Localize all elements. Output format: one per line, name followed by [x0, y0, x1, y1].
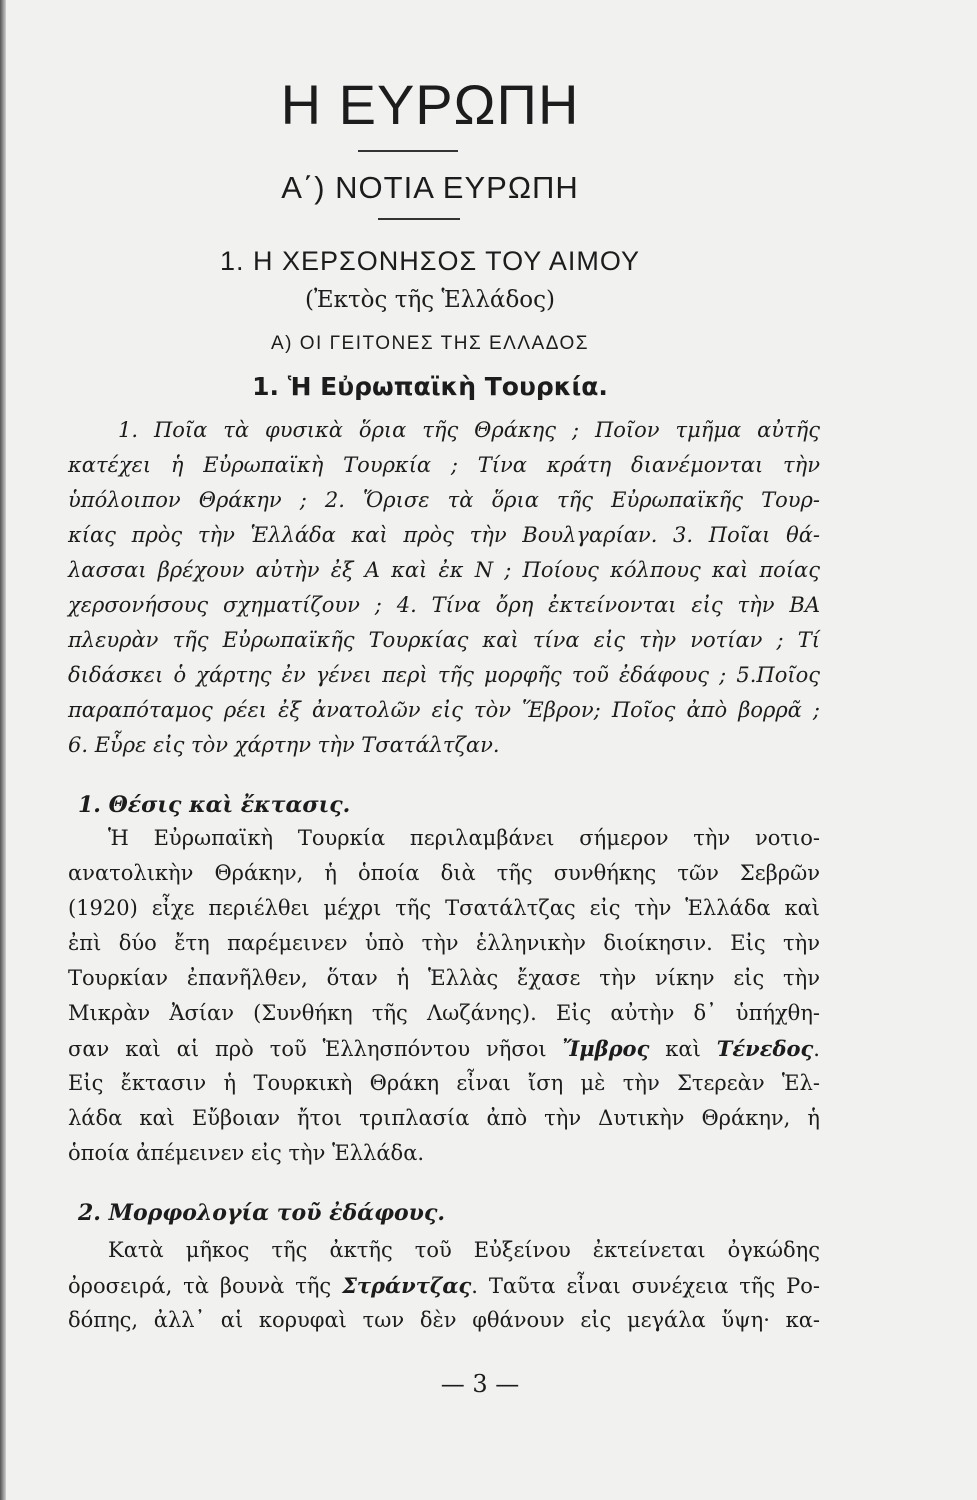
text: ὀροσειρά, τὰ βουνὰ τῆς [68, 1274, 332, 1298]
chapter-heading: 1. Η ΧΕΡΣΟΝΗΣΟΣ ΤΟΥ ΑΙΜΟΥ [220, 246, 640, 276]
body-line: Τουρκίαν ἐπανῆλθεν, ὅταν ἡ Ἑλλὰς ἔχασε τὴν νίκην εἰς τὴν [68, 966, 820, 990]
body-line: (1920) εἶχε περιέλθει μέχρι τῆς Τσατάλτζας εἰς τὴν Ἑλλάδα καὶ [68, 896, 820, 920]
text: σαν καὶ αἱ πρὸ τοῦ Ἑλλησπόντου νῆσοι [68, 1037, 547, 1061]
island-imvros: Ἴμβρος [562, 1036, 650, 1061]
chapter-note: (Ἐκτὸς τῆς Ἑλλάδος) [304, 287, 555, 313]
section-heading: Α) ΟΙ ΓΕΙΤΟΝΕΣ ΤΗΣ ΕΛΛΑΔΟΣ [270, 333, 590, 354]
body-line: Ἡ Εὐρωπαϊκὴ Τουρκία περιλαμβάνει σήμερον τὴν νοτιο- [108, 826, 820, 850]
body-line: λάδα καὶ Εὔβοιαν ἤτοι τριπλασία ἀπὸ τὴν Δυτικὴν Θράκην, ἡ [68, 1106, 820, 1130]
body-line: Μικρὰν Ἀσίαν (Συνθήκη τῆς Λωζάνης). Εἰς αὐτὴν δ᾽ ὑπήχθη- [68, 1001, 820, 1025]
page-edge [0, 0, 6, 1500]
text: . Ταῦτα εἶναι συνέχεια τῆς Ρο- [471, 1274, 820, 1298]
question-line: χερσονήσους σχηματίζουν ; 4. Τίνα ὄρη ἐκτείνονται εἰς τὴν ΒΑ [68, 593, 820, 617]
question-line: ὑπόλοιπον Θράκην ; 2. Ὅρισε τὰ ὅρια τῆς Εὐρωπαϊκῆς Τουρ- [68, 488, 820, 512]
question-line: κίας πρὸς τὴν Ἑλλάδα καὶ πρὸς τὴν Βουλγαρίαν. 3. Ποῖαι θά- [68, 523, 820, 547]
part-heading: Α΄) ΝΟΤΙΑ ΕΥΡΩΠΗ [281, 170, 579, 205]
strantza: Στράντζας [342, 1273, 472, 1298]
question-line: παραπόταμος ρέει ἐξ ἀνατολῶν εἰς τὸν Ἕβρον; Ποῖος ἀπὸ βορρᾶ ; [68, 698, 820, 722]
question-line: λασσαι βρέχουν αὐτὴν ἐξ Α καὶ ἐκ Ν ; Ποίους κόλπους καὶ ποίας [68, 558, 820, 582]
body-line: ανατολικὴν Θράκην, ἡ ὁποία διὰ τῆς συνθήκης τῶν Σεβρῶν [68, 861, 820, 885]
section-2-heading: 2. Μορφολογία τοῦ ἐδάφους. [78, 1200, 445, 1226]
body-line [68, 1273, 820, 1298]
question-line: 1. Ποῖα τὰ φυσικὰ ὅρια τῆς Θράκης ; Ποῖον τμῆμα αὐτῆς [118, 418, 820, 442]
text: καὶ [665, 1037, 701, 1061]
body-line [68, 1036, 820, 1061]
text: . [813, 1037, 820, 1061]
divider [378, 218, 460, 220]
question-line: πλευρὰν τῆς Εὐρωπαϊκῆς Τουρκίας καὶ τίνα εἰς τὴν νοτίαν ; Τί [68, 628, 820, 652]
lesson-heading: 1. Ἡ Εὐρωπαϊκὴ Τουρκία. [252, 372, 608, 401]
section-1-heading: 1. Θέσις καὶ ἔκτασις. [78, 792, 351, 818]
island-tenedos: Τένεδος [716, 1036, 814, 1061]
page-number: — 3 — [440, 1370, 520, 1398]
body-line: ἐπὶ δύο ἔτη παρέμεινεν ὑπὸ τὴν ἑλληνικὴν διοίκησιν. Εἰς τὴν [68, 931, 820, 955]
body-line: Εἰς ἔκτασιν ἡ Τουρκικὴ Θράκη εἶναι ἴση μὲ τὴν Στερεὰν Ἑλ- [68, 1071, 820, 1095]
page-title: Η ΕΥΡΩΠΗ [280, 73, 580, 136]
body-line: ὁποία ἀπέμεινεν εἰς τὴν Ἑλλάδα. [68, 1141, 425, 1165]
question-line: κατέχει ἡ Εὐρωπαϊκὴ Τουρκία ; Τίνα κράτη διανέμονται τὴν [68, 453, 820, 477]
body-line: Κατὰ μῆκος τῆς ἀκτῆς τοῦ Εὐξείνου ἐκτείνεται ὀγκώδης [108, 1238, 820, 1262]
question-line: 6. Εὗρε εἰς τὸν χάρτην τὴν Τσατάλτζαν. [68, 733, 500, 757]
divider [358, 150, 458, 152]
body-line: δόπης, ἀλλ᾽ αἱ κορυφαὶ των δὲν φθάνουν εἰς μεγάλα ὕψη· κα- [68, 1308, 820, 1332]
question-line: διδάσκει ὁ χάρτης ἐν γένει περὶ τῆς μορφῆς τοῦ ἐδάφους ; 5.Ποῖος [68, 663, 820, 687]
